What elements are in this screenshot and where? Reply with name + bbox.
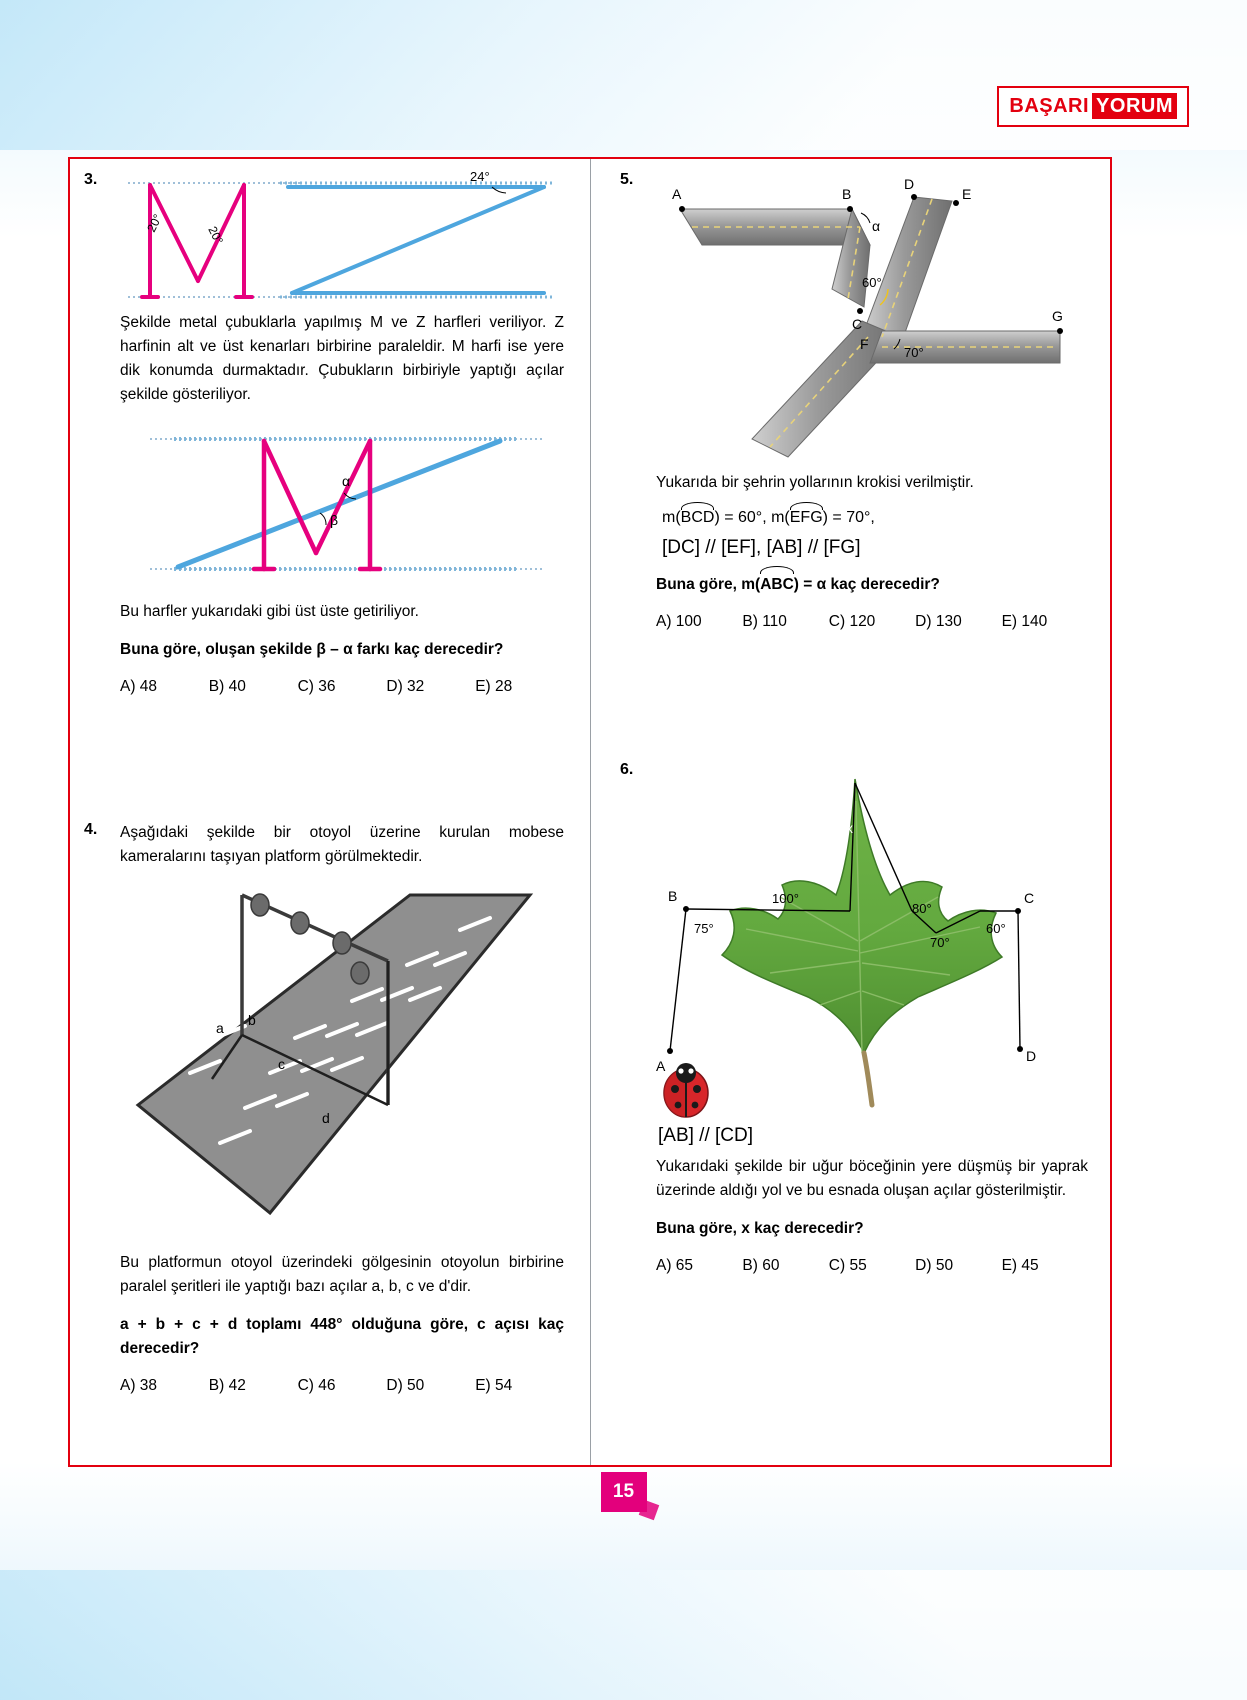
q4-label-c: c [278, 1056, 285, 1073]
question-5-choice-b[interactable]: B) 110 [742, 613, 787, 631]
question-4-choice-a[interactable]: A) 38 [120, 1377, 158, 1395]
q5-arc-abc: ABC [760, 576, 794, 594]
question-5-figure [656, 171, 1088, 461]
q5-arc-bcd: BCD [680, 509, 715, 527]
question-5 [620, 171, 1088, 631]
q5-label-A: A [672, 186, 682, 202]
question-5-choice-d[interactable]: D) 130 [915, 613, 962, 631]
q3-fig1-angle-left: 20° [144, 211, 165, 235]
question-5-given-2: [DC] // [EF], [AB] // [FG] [662, 537, 861, 559]
q5-label-D: D [904, 176, 915, 192]
question-4 [84, 821, 564, 1395]
question-4-text-1: Aşağıdaki şekilde bir otoyol üzerine kurulan mobese kameralarını taşıyan platform görülmektedir. [120, 824, 564, 866]
question-5-text-1: Yukarıda bir şehrin yollarının krokisi verilmiştir. [656, 474, 974, 491]
page-number: 15 [601, 1472, 647, 1512]
q5-prompt-post: ) = α kaç derecedir? [793, 576, 940, 594]
q3-fig1-angle-mid: 20° [205, 224, 227, 247]
question-4-number: 4. [84, 821, 98, 839]
q6-label-B: B [668, 888, 678, 905]
q6-label-x: x [846, 820, 853, 837]
q5-given-60: 60° [738, 509, 763, 527]
question-3-prompt: Buna göre, oluşan şekilde β – α farkı kaç derecedir? [120, 641, 504, 659]
question-4-prompt: a + b + c + d toplamı 448° olduğuna göre, c açısı kaç derecedir? [120, 1316, 564, 1358]
q5-label-F: F [860, 336, 869, 352]
question-6 [620, 761, 1088, 1275]
question-4-figure [120, 883, 564, 1233]
q5-label-E: E [962, 186, 972, 202]
question-5-choice-a[interactable]: A) 100 [656, 613, 702, 631]
question-4-text-2: Bu platformun otoyol üzerindeki gölgesinin otoyolun birbirine paralel şeritleri ile yaptığı bazı açılar a, b, c ve d'dir. [120, 1254, 564, 1296]
q6-label-100: 100° [772, 891, 799, 907]
brand-logo-part2: YORUM [1092, 93, 1177, 119]
q5-prompt-pre: Buna göre, m( [656, 576, 761, 594]
q6-label-70: 70° [930, 935, 950, 951]
q6-label-D: D [1026, 1048, 1037, 1065]
q5-given-70: 70° [846, 509, 871, 527]
question-6-choice-a[interactable]: A) 65 [656, 1257, 694, 1275]
question-3-number: 3. [84, 171, 98, 188]
q6-label-60: 60° [986, 921, 1006, 937]
q3-fig1-angle-right: 24° [470, 171, 490, 184]
question-3-text-2: Bu harfler yukarıdaki gibi üst üste getiriliyor. [120, 603, 419, 621]
question-3-figure-2 [120, 421, 564, 586]
question-4-choice-c[interactable]: C) 46 [297, 1377, 336, 1395]
brand-logo [997, 86, 1189, 127]
q6-label-80: 80° [912, 901, 932, 917]
content-frame [68, 157, 1112, 1467]
right-column [590, 159, 1110, 1275]
question-6-given: [AB] // [CD] [658, 1125, 754, 1147]
question-6-choice-d[interactable]: D) 50 [915, 1257, 954, 1275]
q4-label-a: a [216, 1020, 224, 1037]
q5-label-B: B [842, 186, 852, 202]
q5-label-70: 70° [904, 345, 924, 360]
question-6-figure [656, 761, 1088, 1121]
question-4-choice-b[interactable]: B) 42 [208, 1377, 246, 1395]
brand-logo-part1: BAŞARI [1009, 95, 1090, 117]
question-3-choice-d[interactable]: D) 32 [386, 678, 425, 696]
q3-fig2-beta: β [330, 512, 339, 529]
question-3-choice-e[interactable]: E) 28 [475, 678, 513, 696]
question-5-given-1: m( BCD) = 60°, m( EFG) = 70°, [662, 509, 1088, 527]
q6-label-75: 75° [694, 921, 714, 937]
question-6-text-1: Yukarıdaki şekilde bir uğur böceğinin yere düşmüş bir yaprak üzerinde aldığı yol ve bu esnada oluşan açılar gösterilmiştir. [656, 1158, 1088, 1200]
question-4-choices [120, 1377, 564, 1395]
question-4-choice-d[interactable]: D) 50 [386, 1377, 425, 1395]
question-3 [84, 171, 564, 696]
question-5-choice-c[interactable]: C) 120 [828, 613, 876, 631]
question-3-choice-b[interactable]: B) 40 [208, 678, 246, 696]
question-3-text-1: Şekilde metal çubuklarla yapılmış M ve Z harfleri veriliyor. Z harfinin alt ve üst kenarları birbirine paraleldir. M harfi ise yere dik konumda durmaktadır. Çubukların birbiriyle yaptığı açılar şekilde gösteriliyor. [120, 314, 564, 404]
q4-label-b: b [248, 1012, 256, 1029]
question-5-number: 5. [620, 171, 634, 188]
question-5-prompt [656, 573, 1088, 597]
q3-fig2-alpha: α [342, 473, 351, 490]
left-column [70, 159, 590, 1395]
question-6-prompt: Buna göre, x kaç derecedir? [656, 1220, 864, 1238]
question-6-choice-c[interactable]: C) 55 [828, 1257, 867, 1275]
question-3-choice-a[interactable]: A) 48 [120, 678, 158, 696]
q5-label-C: C [852, 316, 863, 332]
question-6-choice-e[interactable]: E) 45 [1001, 1257, 1039, 1275]
background-swoosh-top [0, 0, 1247, 150]
background-swoosh-bottom [0, 1570, 1247, 1700]
question-5-choices [656, 613, 1088, 631]
q5-label-60: 60° [862, 275, 882, 290]
ladybug-icon [664, 1063, 708, 1117]
question-6-choice-b[interactable]: B) 60 [742, 1257, 780, 1275]
q6-label-C: C [1024, 890, 1035, 907]
q5-arc-efg: EFG [789, 509, 823, 527]
q5-label-alpha: α [872, 218, 881, 234]
question-3-choices [120, 678, 564, 696]
question-3-choice-c[interactable]: C) 36 [297, 678, 336, 696]
question-6-choices [656, 1257, 1088, 1275]
question-3-figure-1 [120, 171, 564, 311]
question-6-number: 6. [620, 761, 634, 779]
question-4-choice-e[interactable]: E) 54 [475, 1377, 513, 1395]
q4-label-d: d [322, 1110, 330, 1127]
q6-label-A: A [656, 1058, 666, 1075]
q5-label-G: G [1052, 308, 1063, 324]
question-5-choice-e[interactable]: E) 140 [1001, 613, 1048, 631]
